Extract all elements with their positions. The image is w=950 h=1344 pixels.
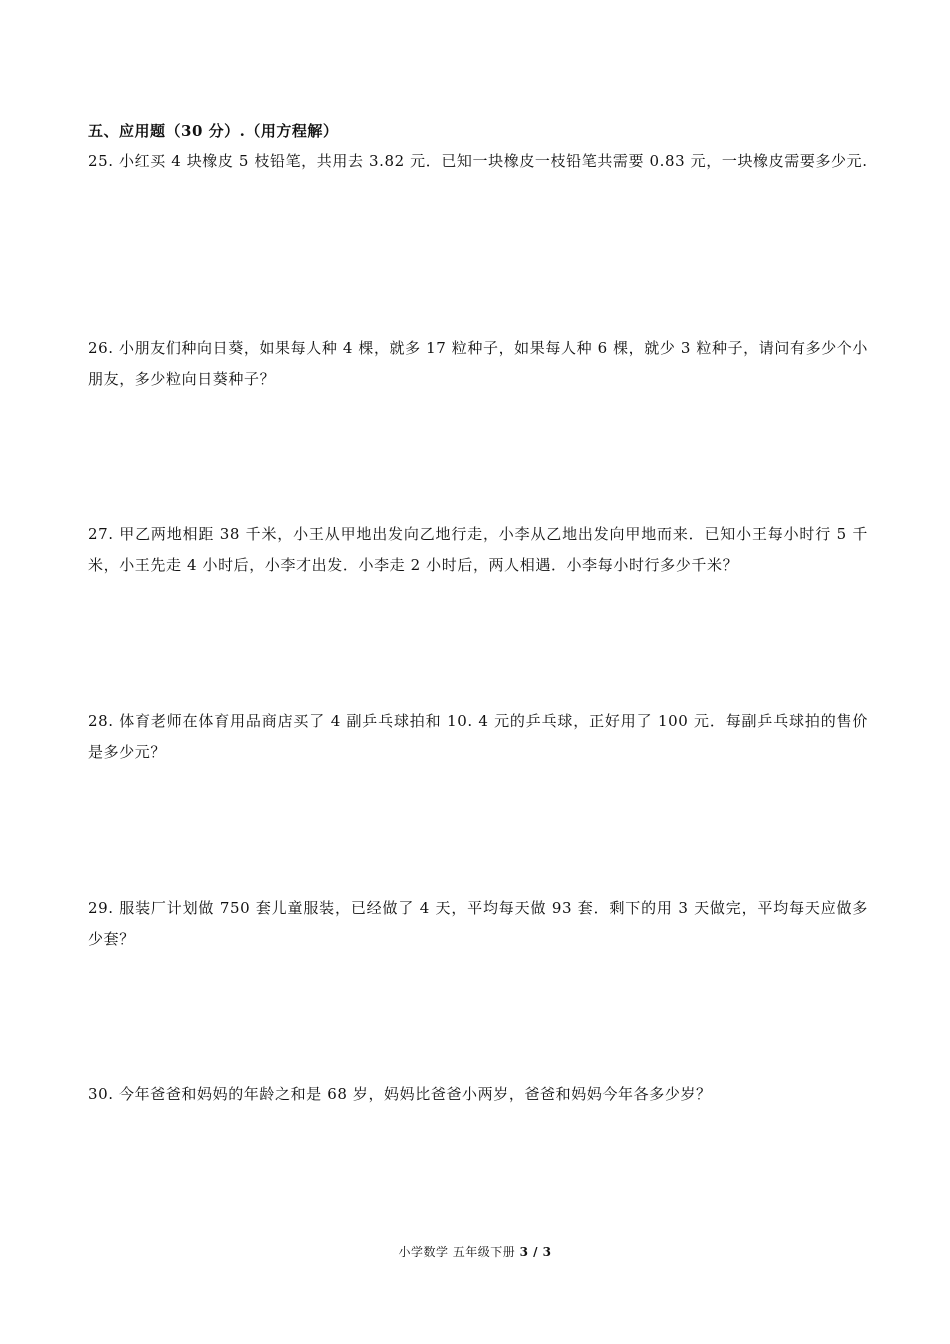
page-number: 3 / 3 (519, 1245, 552, 1259)
page-footer (0, 1243, 950, 1261)
section-title: 五、应用题（30 分）.（用方程解） (88, 122, 339, 140)
question-26: 26. 小朋友们种向日葵，如果每人种 4 棵，就多 17 粒种子，如果每人种 6 棵，就少 3 粒种子，请问有多少个小朋友，多少粒向日葵种子？ (88, 339, 868, 388)
question-29: 29. 服装厂计划做 750 套儿童服装，已经做了 4 天，平均每天做 93 套．剩下的用 3 天做完，平均每天应做多少套？ (88, 899, 868, 948)
question-27: 27. 甲乙两地相距 38 千米，小王从甲地出发向乙地行走，小李从乙地出发向甲地而来．已知小王每小时行 5 千米，小王先走 4 小时后，小李才出发．小李走 2 小时后，两人相遇．小李每小时行多少千米？ (88, 525, 868, 574)
question-28: 28. 体育老师在体育用品商店买了 4 副乒乓球拍和 10. 4 元的乒乓球，正好用了 100 元．每副乒乓球拍的售价是多少元？ (88, 712, 868, 761)
question-30: 30. 今年爸爸和妈妈的年龄之和是 68 岁，妈妈比爸爸小两岁，爸爸和妈妈今年各多少岁？ (88, 1085, 712, 1103)
question-25: 25. 小红买 4 块橡皮 5 枝铅笔，共用去 3.82 元．已知一块橡皮一枝铅笔共需要 0.83 元，一块橡皮需要多少元. (88, 152, 868, 170)
footer-label: 小学数学 五年级下册 (398, 1245, 520, 1259)
